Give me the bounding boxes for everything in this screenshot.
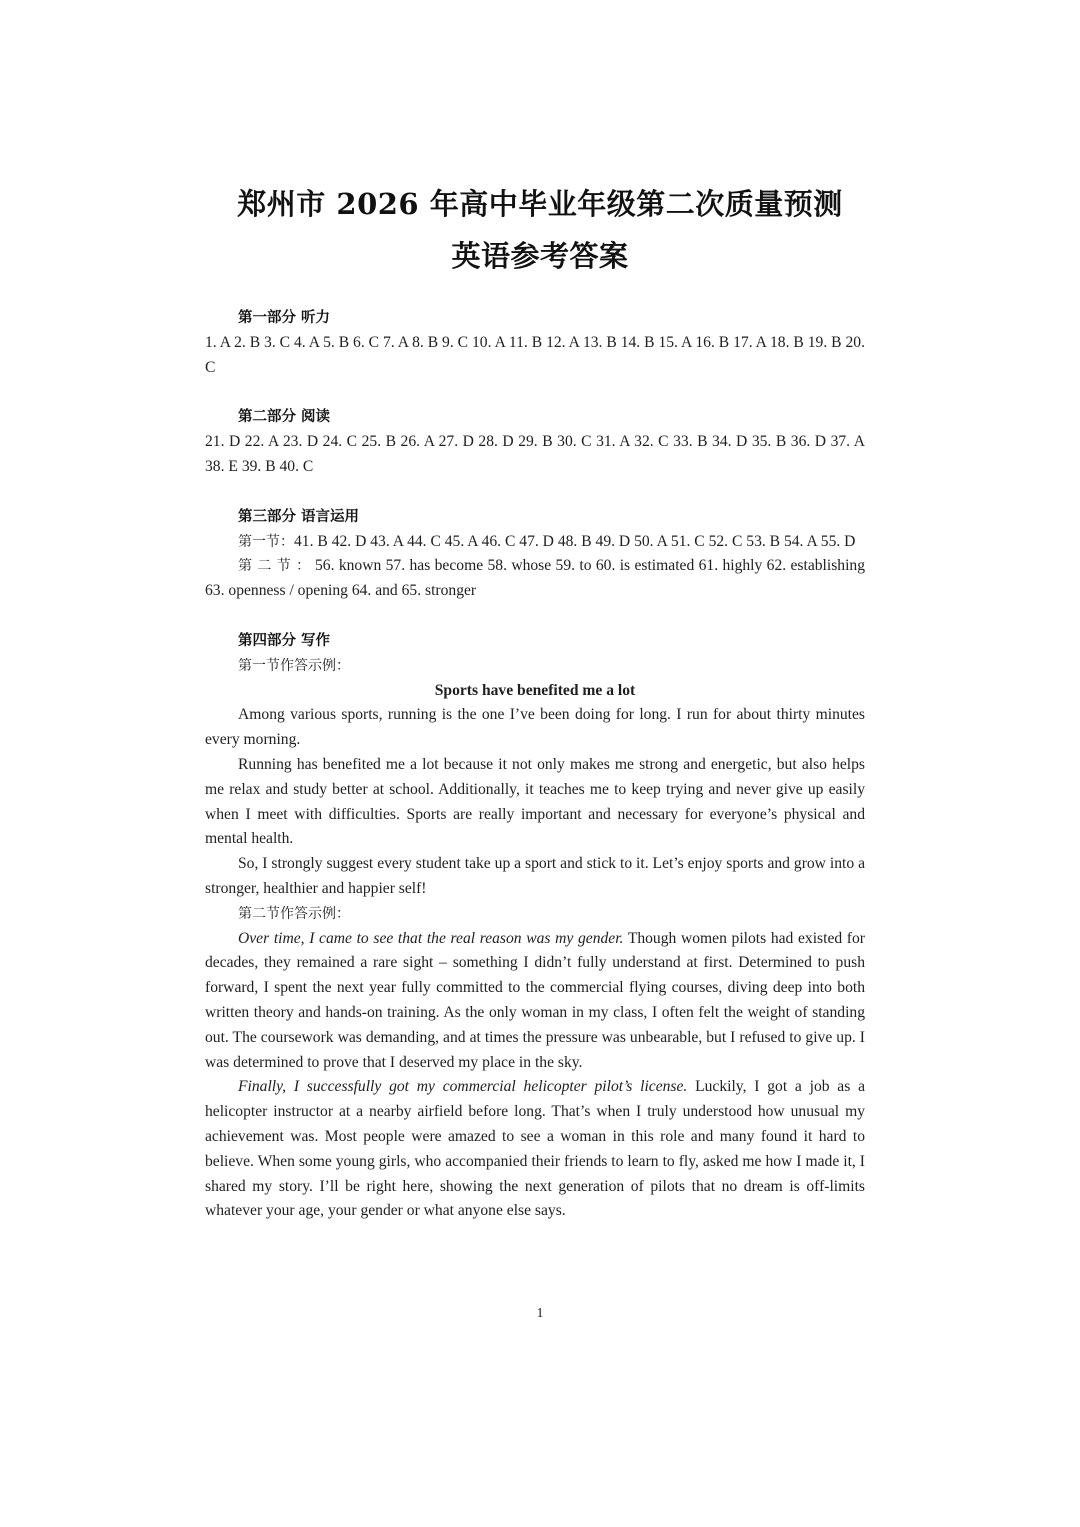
page-number: 1 <box>536 1306 544 1321</box>
essay1-title: Sports have benefited me a lot <box>434 681 636 699</box>
section-reading <box>205 405 865 479</box>
essay2-paragraph-1-lead: Over time, I came to see that the real reason was my gender. <box>238 929 624 947</box>
listening-answers: 1. A 2. B 3. C 4. A 5. B 6. C 7. A 8. B 9. C 10. A 11. B 12. A 13. B 14. B 15. A 16. B 17. A 18. B 19. B 20. C <box>205 333 865 376</box>
answer-content <box>205 306 865 1249</box>
section-heading-reading: 第二部分 阅读 <box>238 409 331 426</box>
section1-label: 第一节： <box>238 533 294 550</box>
writing-section1-label: 第一节作答示例： <box>238 657 350 674</box>
essay2-paragraph-2-body: Luckily, I got a job as a helicopter instructor at a nearby airfield before long. That’s when I truly understood how unusual my achievement was. Most people were amazed to see a woman in this role and many found it hard to believe. When some young girls, who accompanied their friends to learn to fly, asked me how I made it, I shared my story. I’ll be right here, showing the next generation of pilots that no dream is off-limits whatever your age, your gender or what anyone else says. <box>205 1078 865 1220</box>
section-heading-writing: 第四部分 写作 <box>238 632 331 649</box>
essay1-paragraph-2: Running has benefited me a lot because it not only makes me strong and energetic, but also helps me relax and study better at school. Additionally, it teaches me to keep trying and never give up easily when I meet with difficulties. Sports are really important and necessary for everyone’s physical and mental health. <box>205 755 865 848</box>
essay2-paragraph-2 <box>205 1075 865 1224</box>
document-subtitle: 英语参考答案 <box>451 239 629 273</box>
essay1-paragraph-3: So, I strongly suggest every student take up a sport and stick to it. Let’s enjoy sports and grow into a stronger, healthier and happier self! <box>205 855 865 897</box>
section2-answers: 56. known 57. has become 58. whose 59. to 60. is estimated 61. highly 62. establishing 63. openness / opening 64. and 65. stronger <box>205 557 866 600</box>
reading-answers: 21. D 22. A 23. D 24. C 25. B 26. A 27. D 28. D 29. B 30. C 31. A 32. C 33. B 34. D 35. B 36. D 37. A 38. E 39. B 40. C <box>205 433 865 475</box>
section2-label: 第 二 节 ： <box>238 558 311 575</box>
document-title: 郑州市 2026 年高中毕业年级第二次质量预测 <box>237 187 843 221</box>
essay2-paragraph-1-body: Though women pilots had existed for decades, they remained a rare sight – something I didn’t fully understand at first. Determined to push forward, I spent the next year fully committed to the commercial flying courses, diving deep into both written theory and hands-on training. As the only woman in my class, I often felt the weight of standing out. The coursework was demanding, and at times the pressure was unbearable, but I refused to give up. I was determined to prove that I deserved my place in the sky. <box>205 929 865 1071</box>
section-language-use <box>205 505 865 604</box>
section-writing <box>205 629 865 1224</box>
section-heading-language-use: 第三部分 语言运用 <box>238 508 360 525</box>
language-use-section2 <box>205 554 865 604</box>
writing-section2-label: 第二节作答示例： <box>238 905 350 922</box>
section1-answers: 41. B 42. D 43. A 44. C 45. A 46. C 47. D 48. B 49. D 50. A 51. C 52. C 53. B 54. A 55. D <box>294 532 856 550</box>
essay2-paragraph-2-lead: Finally, I successfully got my commercial helicopter pilot’s license. <box>238 1078 688 1096</box>
essay1-paragraph-1: Among various sports, running is the one I’ve been doing for long. I run for about thirty minutes every morning. <box>205 706 865 749</box>
section-listening <box>205 306 865 380</box>
language-use-section1 <box>205 530 865 555</box>
section-heading-listening: 第一部分 听力 <box>238 310 331 326</box>
essay2-paragraph-1 <box>205 927 865 1076</box>
